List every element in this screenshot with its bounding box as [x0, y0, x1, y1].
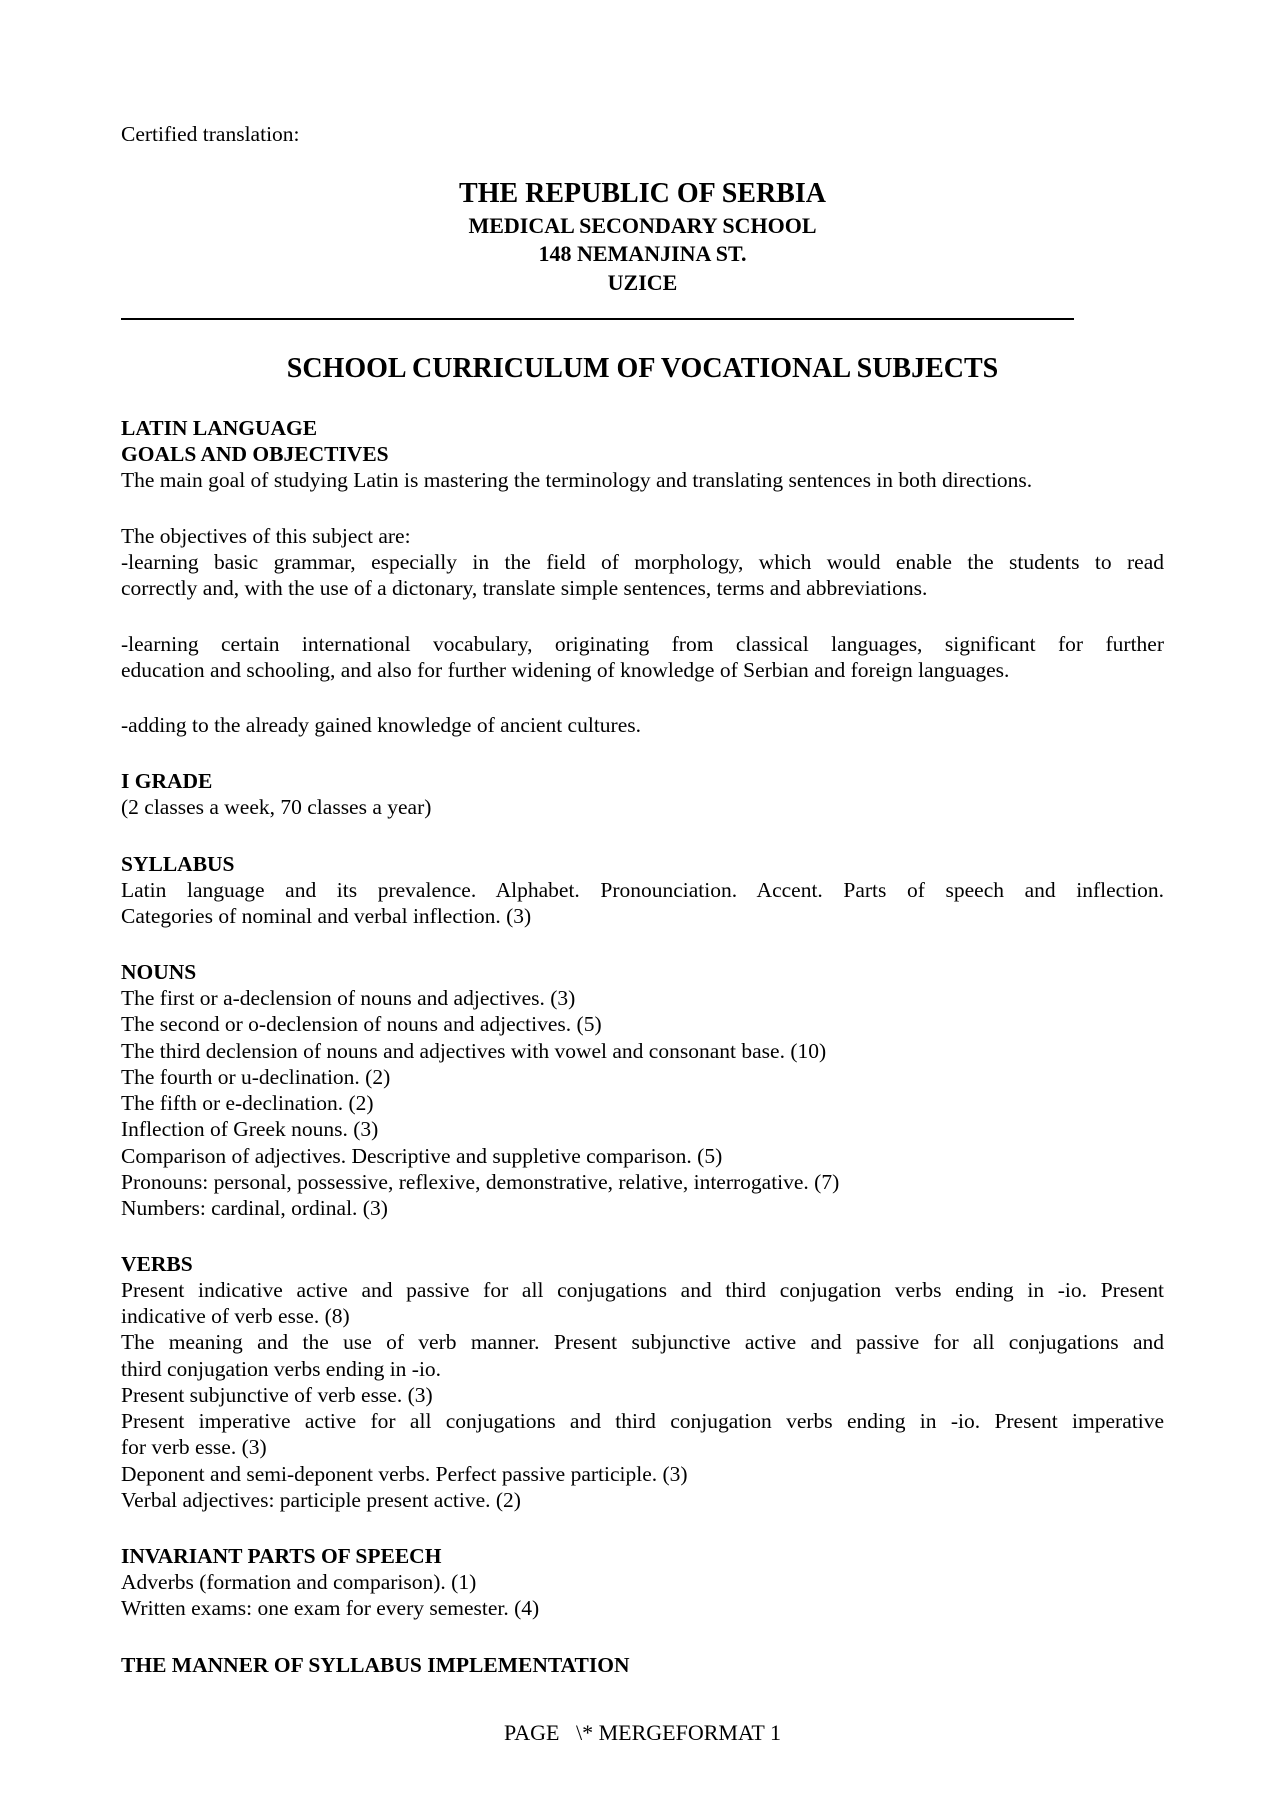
- nouns-item: The second or o-declension of nouns and adjectives. (5): [121, 1012, 602, 1036]
- objectives-intro: The objectives of this subject are:: [121, 524, 411, 548]
- grade-heading: I GRADE: [121, 769, 213, 793]
- verbs-line: Present subjunctive of verb esse. (3): [121, 1383, 433, 1407]
- header-street: 148 NEMANJINA ST.: [538, 241, 747, 266]
- latin-heading: LATIN LANGUAGE: [121, 416, 318, 440]
- verbs-line: Present imperative active for all conjugations and third conjugation verbs ending in -io. Present imperative: [121, 1409, 1164, 1433]
- nouns-item: The third declension of nouns and adjectives with vowel and consonant base. (10): [121, 1039, 827, 1063]
- nouns-item: The fifth or e-declination. (2): [121, 1091, 374, 1115]
- goals-heading: GOALS AND OBJECTIVES: [121, 442, 389, 466]
- objective-2-line-1: -learning certain international vocabulary, originating from classical languages, significant for further: [121, 632, 1164, 656]
- page-footer: PAGE \* MERGEFORMAT 1: [504, 1720, 781, 1745]
- nouns-heading: NOUNS: [121, 960, 197, 984]
- objective-1-line-2: correctly and, with the use of a dictonary, translate simple sentences, terms and abbreviations.: [121, 576, 928, 600]
- main-goal-text: The main goal of studying Latin is mastering the terminology and translating sentences in both directions.: [121, 468, 1033, 492]
- grade-classes: (2 classes a week, 70 classes a year): [121, 795, 432, 819]
- nouns-item: Comparison of adjectives. Descriptive and suppletive comparison. (5): [121, 1144, 723, 1168]
- nouns-item: The fourth or u-declination. (2): [121, 1065, 391, 1089]
- verbs-line: for verb esse. (3): [121, 1435, 267, 1459]
- nouns-item: Pronouns: personal, possessive, reflexive, demonstrative, relative, interrogative. (7): [121, 1170, 840, 1194]
- verbs-line: indicative of verb esse. (8): [121, 1304, 350, 1328]
- nouns-item: The first or a-declension of nouns and adjectives. (3): [121, 986, 576, 1010]
- manner-heading: THE MANNER OF SYLLABUS IMPLEMENTATION: [121, 1653, 630, 1677]
- nouns-item: Numbers: cardinal, ordinal. (3): [121, 1196, 388, 1220]
- invariant-line: Written exams: one exam for every semester. (4): [121, 1596, 540, 1620]
- nouns-item: Inflection of Greek nouns. (3): [121, 1117, 379, 1141]
- header-city: UZICE: [607, 270, 678, 295]
- objective-3: -adding to the already gained knowledge of ancient cultures.: [121, 713, 641, 737]
- document-title: SCHOOL CURRICULUM OF VOCATIONAL SUBJECTS: [286, 353, 999, 384]
- verbs-line: The meaning and the use of verb manner. Present subjunctive active and passive for all conjugations and: [121, 1330, 1164, 1354]
- syllabus-line-1: Latin language and its prevalence. Alphabet. Pronounciation. Accent. Parts of speech and inflection.: [121, 878, 1164, 902]
- verbs-line: Present indicative active and passive for all conjugations and third conjugation verbs ending in -io. Present: [121, 1278, 1164, 1302]
- header-school: MEDICAL SECONDARY SCHOOL: [468, 213, 817, 238]
- verbs-line: Verbal adjectives: participle present active. (2): [121, 1488, 521, 1512]
- verbs-heading: VERBS: [121, 1252, 193, 1276]
- verbs-line: Deponent and semi-deponent verbs. Perfect passive participle. (3): [121, 1462, 688, 1486]
- objective-1-line-1: -learning basic grammar, especially in the field of morphology, which would enable the students to read: [121, 550, 1164, 574]
- header-divider: [121, 318, 1074, 320]
- syllabus-line-2: Categories of nominal and verbal inflection. (3): [121, 904, 532, 928]
- invariant-line: Adverbs (formation and comparison). (1): [121, 1570, 477, 1594]
- verbs-line: third conjugation verbs ending in -io.: [121, 1357, 442, 1381]
- invariant-heading: INVARIANT PARTS OF SPEECH: [121, 1544, 442, 1568]
- syllabus-heading: SYLLABUS: [121, 852, 235, 876]
- objective-2-line-2: education and schooling, and also for further widening of knowledge of Serbian and foreign languages.: [121, 658, 1010, 682]
- header-republic: THE REPUBLIC OF SERBIA: [459, 178, 826, 209]
- certified-label: Certified translation:: [121, 122, 300, 146]
